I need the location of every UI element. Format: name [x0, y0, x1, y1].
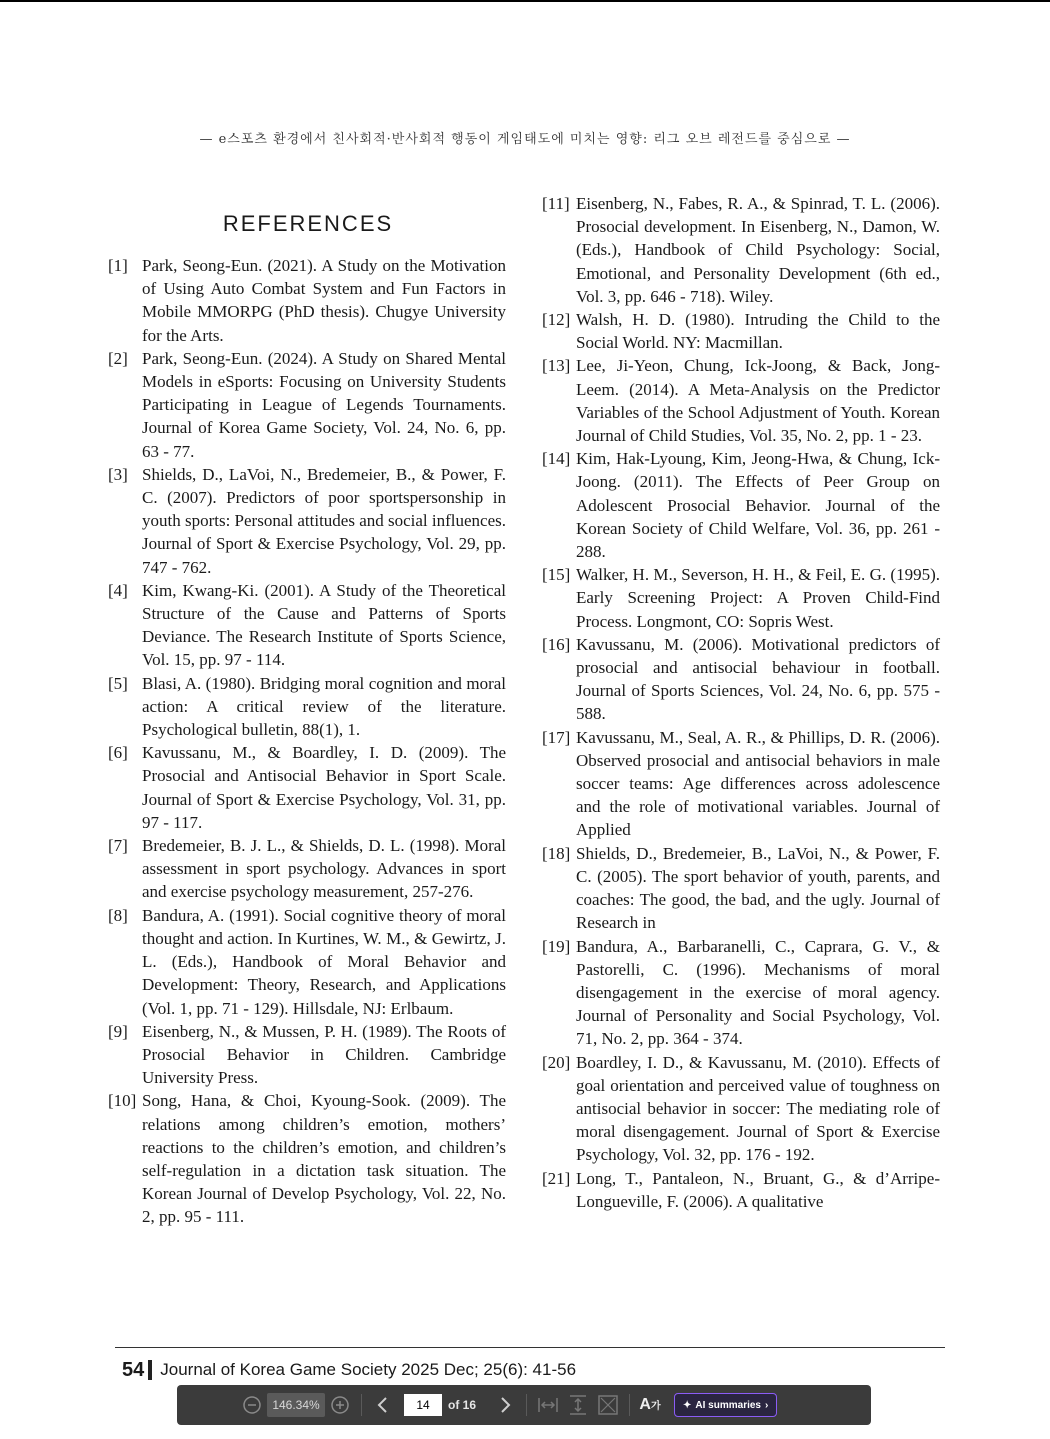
next-page-icon[interactable] — [490, 1390, 520, 1420]
fit-width-icon[interactable] — [533, 1390, 563, 1420]
top-border — [0, 0, 1050, 2]
reference-item: [3] Shields, D., LaVoi, N., Bredemeier, B., & Power, F. C. (2007). Predictors of poor sportspersonship in youth sports: Personal attitudes and social influences. Journal of Sport & Exercise Psychology, Vol. 29, pp. 747 - 762. — [108, 464, 507, 577]
previous-page-icon[interactable] — [368, 1390, 398, 1420]
references-right-column — [542, 192, 940, 1213]
running-header: — e스포츠 환경에서 친사회적·반사회적 행동이 게임태도에 미치는 영향: 리그 오브 레전드를 중심으로 — — [199, 132, 851, 147]
zoom-out-icon[interactable] — [237, 1390, 267, 1420]
fit-page-icon[interactable] — [563, 1390, 593, 1420]
reference-item: [4] Kim, Kwang-Ki. (2001). A Study of the Theoretical Structure of the Cause and Patterns of Sports Deviance. The Research Institute of Sports Science, Vol. 15, pp. 97 - 114. — [108, 580, 506, 670]
reference-item: [20] Boardley, I. D., & Kavussanu, M. (2010). Effects of goal orientation and perceived value of toughness on antisocial behavior in soccer: The mediating role of moral disengagement. Journal of Sport & Exercise Psychology, Vol. 32, pp. 176 - 192. — [542, 1052, 940, 1165]
zoom-level[interactable]: 146.34% — [267, 1393, 325, 1417]
reference-item: [13] Lee, Ji-Yeon, Chung, Ick-Joong, & Back, Jong-Leem. (2014). A Meta-Analysis on the Predictor Variables of the School Adjustment of Youth. Korean Journal of Child Studies, Vol. 35, No. 2, pp. 1 - 23. — [542, 356, 940, 446]
pdf-viewer-toolbar — [177, 1385, 871, 1425]
reference-item: [11] Eisenberg, N., Fabes, R. A., & Spinrad, T. L. (2006). Prosocial development. In Eisenberg, N., Damon, W. (Eds.), Handbook of Child Psychology: Social, Emotional, and Personality Development (6th ed., Vol. 3, pp. 646 - 718). Wiley. — [542, 194, 940, 306]
reference-item: [1] Park, Seong-Eun. (2021). A Study on the Motivation of Using Auto Combat System and Fun Factors in Mobile MMORPG (PhD thesis). Chugye University for the Arts. — [108, 256, 506, 345]
ai-summaries-label: AI summaries — [695, 1399, 761, 1411]
ai-summaries-button[interactable] — [674, 1393, 777, 1417]
reference-item: [16] Kavussanu, M. (2006). Motivational predictors of prosocial and antisocial behaviour in football. Journal of Sports Sciences, Vol. 24, No. 6, pp. 575 - 588. — [542, 634, 940, 724]
reference-item: [6] Kavussanu, M., & Boardley, I. D. (2009). The Prosocial and Antisocial Behavior in Sport Scale. Journal of Sport & Exercise Psychology, Vol. 31, pp. 97 - 117. — [108, 743, 506, 832]
zoom-in-icon[interactable] — [325, 1390, 355, 1420]
reference-item: [19] Bandura, A., Barbaranelli, C., Caprara, G. V., & Pastorelli, C. (1996). Mechanisms of moral disengagement in the exercise of moral agency. Journal of Personality and Social Psychology, Vol. 71, No. 2, pp. 364 - 374. — [542, 936, 940, 1049]
reference-item: [8] Bandura, A. (1991). Social cognitive theory of moral thought and action. In Kurtines, W. M., & Gewirtz, J. L. (Eds.), Handbook of Moral Behavior and Development: Theory, Research, and Applications (Vol. 1, pp. 71 - 129). Hillsdale, NJ: Erlbaum. — [108, 905, 506, 1018]
page-number: 54 — [122, 1358, 145, 1381]
reference-item: [18] Shields, D., Bredemeier, B., LaVoi, N., & Power, F. C. (2005). The sport behavior of youth, parents, and coaches: The good, the bad, and the ugly. Journal of Research in — [542, 843, 940, 933]
reference-item: [9] Eisenberg, N., & Mussen, P. H. (1989). The Roots of Prosocial Behavior in Children. Cambridge University Press. — [108, 1021, 506, 1088]
reference-item: [17] Kavussanu, M., Seal, A. R., & Phillips, D. R. (2006). Observed prosocial and antisocial behaviors in male soccer teams: Age differences across adolescence and the role of motivational variables. Journal of Applied — [542, 727, 940, 840]
reference-item: [12] Walsh, H. D. (1980). Intruding the Child to the Social World. NY: Macmillan. — [542, 310, 940, 353]
sparkle-icon: ✦ — [683, 1399, 692, 1411]
page-number-input[interactable] — [404, 1394, 442, 1416]
footer-rule — [115, 1347, 945, 1348]
total-pages: of 16 — [448, 1398, 477, 1412]
chevron-right-icon: › — [765, 1399, 769, 1411]
reference-item: [5] Blasi, A. (1980). Bridging moral cognition and moral action: A critical review of the literature. Psychological bulletin, 88(1), 1. — [108, 673, 506, 740]
page-footer — [122, 1357, 576, 1383]
reference-item: [7] Bredemeier, B. J. L., & Shields, D. L. (1998). Moral assessment in sport psychology. Advances in sport and exercise psychology measurement, 257-276. — [108, 836, 506, 902]
footer-bar — [148, 1360, 152, 1380]
reference-item: [2] Park, Seong-Eun. (2024). A Study on Shared Mental Models in eSports: Focusing on University Students Participating in League of Legends Tournaments. Journal of Korea Game Society, Vol. 24, No. 6, pp. 63 - 77. — [108, 348, 506, 461]
references-heading: REFERENCES — [222, 211, 394, 237]
reference-item: [10] Song, Hana, & Choi, Kyoung-Sook. (2009). The relations among children’s emotion, mothers’ reactions to the children’s emotion, and children’s self-regulation in a dictation task situation. The Korean Journal of Develop Psychology, Vol. 22, No. 2, pp. 95 - 111. — [108, 1091, 506, 1227]
journal-citation: Journal of Korea Game Society 2025 Dec; 25(6): 41-56 — [160, 1360, 577, 1379]
fullscreen-icon[interactable] — [593, 1390, 623, 1420]
reference-item: [14] Kim, Hak-Lyoung, Kim, Jeong-Hwa, & Chung, Ick-Joong. (2011). The Effects of Peer Group on Adolescent Prosocial Behavior. Journal of the Korean Society of Child Welfare, Vol. 36, pp. 261 - 288. — [542, 449, 940, 562]
references-left-column — [108, 254, 506, 1229]
reference-item: [15] Walker, H. M., Severson, H. H., & Feil, E. G. (1995). Early Screening Project: A Proven Child-Find Process. Longmont, CO: Sopris West. — [542, 565, 940, 631]
reference-item: [21] Long, T., Pantaleon, N., Bruant, G., & d’Arripe-Longueville, F. (2006). A qualitative — [542, 1168, 940, 1211]
translate-icon[interactable]: A가 — [639, 1396, 661, 1413]
